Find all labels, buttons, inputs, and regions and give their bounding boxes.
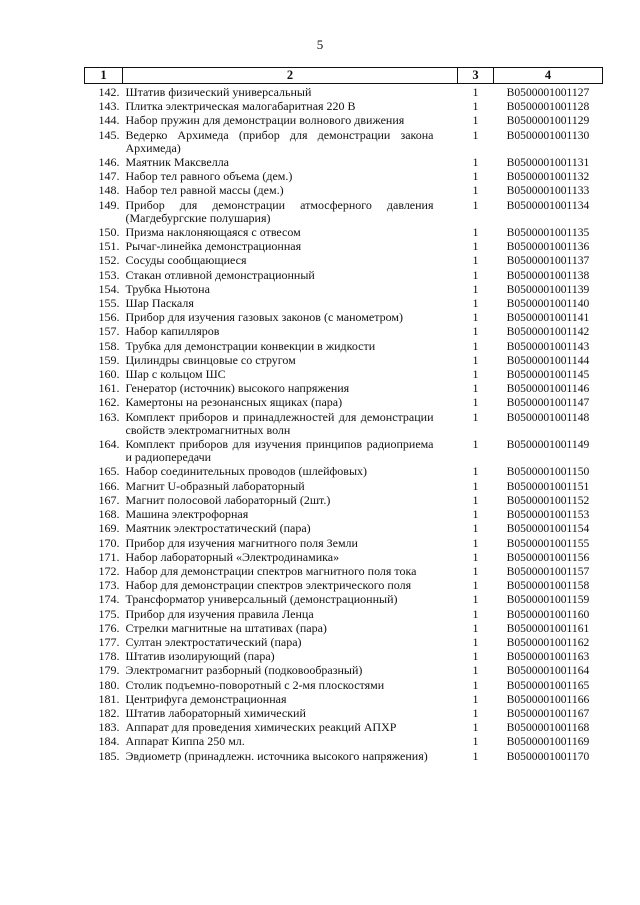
item-quantity: 1 [472, 169, 479, 184]
item-code: B0500001001167 [506, 706, 590, 720]
item-code: B0500001001151 [506, 479, 590, 493]
item-code: B0500001001157 [506, 564, 590, 578]
item-quantity: 1 [472, 99, 479, 114]
item-name: Султан электростатический (пара) [125, 634, 302, 649]
item-quantity: 1 [472, 183, 479, 198]
item-name: Трубка для демонстрации конвекции в жидкости [125, 338, 376, 353]
item-code: B0500001001166 [506, 692, 590, 706]
item-quantity: 1 [472, 310, 479, 325]
inventory-table [84, 67, 603, 764]
row-number: 151. [98, 239, 120, 254]
item-name: Электромагнит разборный (подковообразный) [125, 663, 363, 678]
item-name: Набор для демонстрации спектров магнитного поля тока [125, 563, 417, 578]
item-code: B0500001001145 [506, 368, 590, 382]
item-quantity: 1 [472, 381, 479, 396]
item-code: B0500001001161 [506, 621, 590, 635]
item-name: Набор для демонстрации спектров электрического поля [125, 578, 412, 593]
row-number: 154. [98, 281, 120, 296]
item-code: B0500001001154 [506, 522, 590, 536]
table-row [85, 593, 603, 607]
item-name: Призма наклоняющаяся с отвесом [125, 225, 301, 240]
row-number: 142. [98, 85, 120, 99]
item-quantity: 1 [472, 409, 479, 424]
item-quantity: 1 [472, 563, 479, 578]
item-name: Шар Паскаля [125, 296, 194, 311]
row-number: 146. [98, 155, 120, 170]
item-code: B0500001001170 [506, 749, 590, 763]
item-name: Ведерко Архимеда (прибор для демонстрации закона Архимеда) [125, 127, 434, 155]
item-name: Центрифуга демонстрационная [125, 691, 287, 706]
item-code: B0500001001156 [506, 550, 590, 564]
item-code: B0500001001142 [506, 325, 590, 339]
item-name: Шар с кольцом ШС [125, 367, 226, 382]
table-row [85, 226, 603, 240]
table-row [85, 664, 603, 678]
row-number: 149. [98, 197, 120, 212]
table-row [85, 311, 603, 325]
item-name: Штатив физический универсальный [125, 85, 312, 99]
item-code: B0500001001168 [506, 721, 590, 735]
table-row [85, 622, 603, 636]
row-number: 184. [98, 734, 120, 749]
item-quantity: 1 [472, 296, 479, 311]
row-number: 182. [98, 705, 120, 720]
row-number: 181. [98, 691, 120, 706]
row-number: 161. [98, 381, 120, 396]
table-row [85, 411, 603, 438]
row-number: 162. [98, 395, 120, 410]
item-code: B0500001001164 [506, 664, 590, 678]
item-name: Трубка Ньютона [125, 281, 210, 296]
table-row [85, 382, 603, 396]
table-row [85, 494, 603, 508]
item-quantity: 1 [472, 507, 479, 522]
item-quantity: 1 [472, 606, 479, 621]
row-number: 170. [98, 535, 120, 550]
item-quantity: 1 [472, 649, 479, 664]
row-number: 147. [98, 169, 120, 184]
item-quantity: 1 [472, 620, 479, 635]
item-name: Стрелки магнитные на штативах (пара) [125, 620, 327, 635]
item-code: B0500001001163 [506, 650, 590, 664]
item-quantity: 1 [472, 352, 479, 367]
item-code: B0500001001144 [506, 353, 590, 367]
row-number: 167. [98, 492, 120, 507]
item-name: Набор тел равного объема (дем.) [125, 169, 293, 184]
row-number: 152. [98, 253, 120, 268]
row-number: 164. [98, 437, 120, 452]
item-name: Генератор (источник) высокого напряжения [125, 381, 350, 396]
row-number: 144. [98, 113, 120, 128]
table-row [85, 84, 603, 101]
row-number: 175. [98, 606, 120, 621]
item-quantity: 1 [472, 478, 479, 493]
item-code: B0500001001147 [506, 396, 590, 410]
item-quantity: 1 [472, 239, 479, 254]
item-quantity: 1 [472, 267, 479, 282]
table-row [85, 579, 603, 593]
item-code: B0500001001134 [506, 198, 590, 212]
table-row [85, 269, 603, 283]
item-quantity: 1 [472, 395, 479, 410]
item-name: Сосуды сообщающиеся [125, 253, 247, 268]
item-name: Маятник Максвелла [125, 155, 230, 170]
item-code: B0500001001128 [506, 100, 590, 114]
item-name: Трансформатор универсальный (демонстрационный) [125, 592, 398, 607]
table-row [85, 184, 603, 198]
table-row [85, 750, 603, 764]
item-code: B0500001001143 [506, 339, 590, 353]
row-number: 158. [98, 338, 120, 353]
table-row [85, 636, 603, 650]
item-name: Машина электрофорная [125, 507, 249, 522]
table-row [85, 170, 603, 184]
item-name: Комплект приборов для изучения принципов радиоприема и радиопередачи [125, 437, 434, 465]
item-quantity: 1 [472, 225, 479, 240]
item-code: B0500001001153 [506, 508, 590, 522]
row-number: 159. [98, 352, 120, 367]
item-code: B0500001001131 [506, 156, 590, 170]
table-row [85, 438, 603, 465]
item-quantity: 1 [472, 677, 479, 692]
item-code: B0500001001129 [506, 114, 590, 128]
item-name: Прибор для изучения магнитного поля Земли [125, 535, 358, 550]
item-code: B0500001001149 [506, 438, 590, 452]
row-number: 176. [98, 620, 120, 635]
item-quantity: 1 [472, 691, 479, 706]
table-row [85, 537, 603, 551]
table-row [85, 325, 603, 339]
item-name: Набор соединительных проводов (шлейфовых) [125, 464, 368, 479]
item-quantity: 1 [472, 127, 479, 142]
header-col-1: 1 [85, 68, 123, 84]
table-body [85, 84, 603, 764]
table-row [85, 368, 603, 382]
item-name: Камертоны на резонансных ящиках (пара) [125, 395, 343, 410]
item-code: B0500001001165 [506, 678, 590, 692]
row-number: 157. [98, 324, 120, 339]
item-name: Маятник электростатический (пара) [125, 521, 311, 536]
item-quantity: 1 [472, 748, 479, 763]
row-number: 166. [98, 478, 120, 493]
table-row [85, 480, 603, 494]
item-name: Аппарат Киппа 250 мл. [125, 734, 245, 749]
table-row [85, 551, 603, 565]
row-number: 155. [98, 296, 120, 311]
item-code: B0500001001133 [506, 184, 590, 198]
item-code: B0500001001127 [506, 86, 590, 99]
item-name: Цилиндры свинцовые со стругом [125, 352, 296, 367]
row-number: 172. [98, 563, 120, 578]
item-name: Столик подъемно-поворотный с 2-мя плоскостями [125, 677, 385, 692]
item-name: Штатив изолирующий (пара) [125, 649, 275, 664]
table-row [85, 199, 603, 226]
item-quantity: 1 [472, 197, 479, 212]
row-number: 148. [98, 183, 120, 198]
item-quantity: 1 [472, 338, 479, 353]
item-code: B0500001001141 [506, 311, 590, 325]
item-name: Эвдиометр (принадлежн. источника высокого напряжения) [125, 748, 428, 763]
item-name: Набор тел равной массы (дем.) [125, 183, 284, 198]
row-number: 178. [98, 649, 120, 664]
table-row [85, 283, 603, 297]
table-row [85, 354, 603, 368]
item-quantity: 1 [472, 367, 479, 382]
table-row [85, 396, 603, 410]
item-name: Магнит полосовой лабораторный (2шт.) [125, 492, 331, 507]
table-row [85, 679, 603, 693]
row-number: 153. [98, 267, 120, 282]
item-quantity: 1 [472, 705, 479, 720]
item-name: Стакан отливной демонстрационный [125, 267, 315, 282]
item-code: B0500001001159 [506, 593, 590, 607]
table-row [85, 156, 603, 170]
item-name: Плитка электрическая малогабаритная 220 В [125, 99, 356, 114]
item-name: Прибор для изучения правила Ленца [125, 606, 314, 621]
item-code: B0500001001155 [506, 536, 590, 550]
table-row [85, 735, 603, 749]
row-number: 169. [98, 521, 120, 536]
item-quantity: 1 [472, 492, 479, 507]
item-code: B0500001001162 [506, 635, 590, 649]
table-row [85, 297, 603, 311]
row-number: 183. [98, 720, 120, 735]
item-code: B0500001001137 [506, 254, 590, 268]
table-row [85, 650, 603, 664]
table-row [85, 465, 603, 479]
table-row [85, 129, 603, 156]
item-code: B0500001001160 [506, 607, 590, 621]
row-number: 150. [98, 225, 120, 240]
header-col-3: 3 [458, 68, 494, 84]
table-row [85, 522, 603, 536]
item-name: Прибор для изучения газовых законов (с манометром) [125, 310, 403, 325]
item-code: B0500001001132 [506, 170, 590, 184]
item-quantity: 1 [472, 549, 479, 564]
row-number: 174. [98, 592, 120, 607]
item-name: Набор капилляров [125, 324, 220, 339]
item-quantity: 1 [472, 521, 479, 536]
item-code: B0500001001158 [506, 579, 590, 593]
row-number: 143. [98, 99, 120, 114]
item-quantity: 1 [472, 155, 479, 170]
item-name: Штатив лабораторный химический [125, 705, 306, 720]
item-quantity: 1 [472, 281, 479, 296]
item-code: B0500001001130 [506, 128, 590, 142]
item-quantity: 1 [472, 578, 479, 593]
table-row [85, 707, 603, 721]
table-row [85, 693, 603, 707]
item-code: B0500001001140 [506, 297, 590, 311]
table-row [85, 254, 603, 268]
table-header-row [85, 68, 603, 84]
row-number: 165. [98, 464, 120, 479]
table-row [85, 100, 603, 114]
row-number: 171. [98, 549, 120, 564]
item-name: Набор пружин для демонстрации волнового движения [125, 113, 405, 128]
item-name: Набор лабораторный «Электродинамика» [125, 549, 340, 564]
item-code: B0500001001152 [506, 493, 590, 507]
item-code: B0500001001138 [506, 268, 590, 282]
row-number: 156. [98, 310, 120, 325]
table-row [85, 508, 603, 522]
item-code: B0500001001169 [506, 735, 590, 749]
row-number: 177. [98, 634, 120, 649]
table-row [85, 240, 603, 254]
item-name: Аппарат для проведения химических реакций АПХР [125, 720, 397, 735]
item-quantity: 1 [472, 634, 479, 649]
table-row [85, 608, 603, 622]
item-name: Прибор для демонстрации атмосферного давления (Магдебургские полушария) [125, 197, 434, 225]
item-name: Комплект приборов и принадлежностей для демонстрации свойств электромагнитных волн [125, 409, 434, 437]
table-row [85, 114, 603, 128]
item-quantity: 1 [472, 592, 479, 607]
row-number: 185. [98, 748, 120, 763]
item-code: B0500001001139 [506, 282, 590, 296]
row-number: 179. [98, 663, 120, 678]
item-quantity: 1 [472, 535, 479, 550]
header-col-4: 4 [494, 68, 603, 84]
item-quantity: 1 [472, 464, 479, 479]
table-row [85, 565, 603, 579]
table-row [85, 340, 603, 354]
item-name: Рычаг-линейка демонстрационная [125, 239, 302, 254]
item-quantity: 1 [472, 663, 479, 678]
page-number: 5 [316, 37, 324, 52]
row-number: 168. [98, 507, 120, 522]
item-quantity: 1 [472, 253, 479, 268]
row-number: 160. [98, 367, 120, 382]
item-quantity: 1 [472, 113, 479, 128]
item-quantity: 1 [472, 85, 479, 99]
item-quantity: 1 [472, 324, 479, 339]
row-number: 145. [98, 127, 120, 142]
item-code: B0500001001135 [506, 226, 590, 240]
item-code: B0500001001150 [506, 465, 590, 479]
item-quantity: 1 [472, 734, 479, 749]
header-col-2: 2 [123, 68, 458, 84]
table-row [85, 721, 603, 735]
item-quantity: 1 [472, 437, 479, 452]
item-code: B0500001001136 [506, 240, 590, 254]
row-number: 180. [98, 677, 120, 692]
row-number: 163. [98, 409, 120, 424]
item-code: B0500001001148 [506, 410, 590, 424]
item-code: B0500001001146 [506, 382, 590, 396]
item-quantity: 1 [472, 720, 479, 735]
item-name: Магнит U-образный лабораторный [125, 478, 305, 493]
row-number: 173. [98, 578, 120, 593]
